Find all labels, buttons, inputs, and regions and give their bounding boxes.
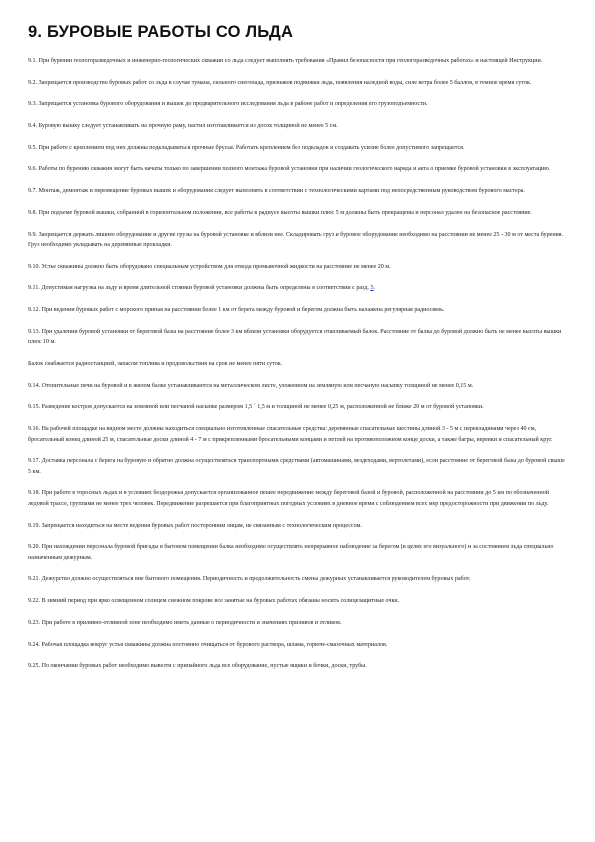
paragraph bbox=[28, 208, 568, 219]
paragraph-text: 9.20. При нахождении персонала буровой бригады в бытовом помещении балка необходимо осуществлять непрерывное наблюдение за берегом (в целях его визуального) и за состоянием льда специально назначенным дежурным. bbox=[28, 544, 554, 561]
paragraph bbox=[28, 402, 568, 413]
paragraph-text: 9.5. При работе с креплением под них должны подкладываться прочные брусья. Работать креплением без подкладок и создавать усилие более допустимого запрещается. bbox=[28, 144, 465, 151]
paragraph bbox=[28, 359, 568, 370]
paragraph bbox=[28, 121, 568, 132]
paragraph-text: 9.8. При подъеме буровой вышки, собранной в горизонтальном положении, все работы в радиусе высоты вышки плюс 5 м должны быть прекращены и персонал удален на безопасное расстояние. bbox=[28, 209, 532, 216]
paragraph-text: 9.13. При удалении буровой установки от береговой базы на расстояние более 3 км вблизи установки оборудуется отапливаемый балок. Расстояние от балка до буровой должно быть не менее высоты вышки плюс 10 м. bbox=[28, 328, 562, 346]
paragraph bbox=[28, 230, 568, 251]
paragraph bbox=[28, 521, 568, 532]
paragraph bbox=[28, 456, 568, 477]
paragraph bbox=[28, 596, 568, 607]
paragraph bbox=[28, 618, 568, 629]
paragraph bbox=[28, 283, 568, 294]
paragraph bbox=[28, 661, 568, 672]
paragraph bbox=[28, 488, 568, 509]
paragraph-text: 9.7. Монтаж, демонтаж и перемещение буровых вышек и оборудования следует выполнять в соответствии с технологическими картами под непосредственным руководством бурового мастера. bbox=[28, 188, 525, 195]
document-page bbox=[28, 22, 568, 683]
paragraph-text: 9.10. Устье скважины должно быть оборудовано специальным устройством для отвода промывочной жидкости на расстояние не менее 20 м. bbox=[28, 263, 391, 270]
paragraph bbox=[28, 56, 568, 67]
paragraph-text: 9.3. Запрещается установка бурового оборудования и вышек до предварительного исследования льда в районе работ и определения его грузоподъемности. bbox=[28, 101, 428, 108]
paragraph-list bbox=[28, 56, 568, 672]
paragraph bbox=[28, 99, 568, 110]
paragraph bbox=[28, 186, 568, 197]
paragraph bbox=[28, 381, 568, 392]
paragraph-text: 9.14. Отопительные печи на буровой и в жилом балке устанавливаются на металлическом листе, уложенном на земляную или песчаную насыпку толщиной не менее 0,15 м. bbox=[28, 382, 474, 389]
paragraph-text: 9.18. При работе в торосных льдах и в условиях бездорожья допускается организованное пешее передвижение между береговой базой и буровой, расположенной на расстоянии до 5 км по обозначенной ледовой трассе, группами не менее трех человек. Передвижение разрешается при благоприятных погодных условиях в дневное время с соблюдением всех мер предосторожности при движении по льду. bbox=[28, 490, 550, 507]
paragraph-text: 9.12. При ведении буровых работ с морского припая на расстоянии более 1 км от берега между буровой и берегом должна быть налажена регулярная радиосвязь. bbox=[28, 307, 445, 314]
paragraph-text: 9.21. Дежурство должно осуществляться вне бытового помещения. Периодичность и продолжительность смены дежурных устанавливается руководителем буровых работ. bbox=[28, 576, 471, 583]
paragraph-text: 9.6. Работы по бурению скважин могут быть начаты только по завершении полного монтажа буровой установки при наличии геологического наряда и акта о приемке буровой установки в эксплуатацию. bbox=[28, 166, 551, 173]
paragraph-text: 9.11. Допустимая нагрузка на льду и время длительной стоянки буровой установки должны быть определены в соответствии с разд. bbox=[28, 285, 371, 292]
paragraph bbox=[28, 305, 568, 316]
paragraph bbox=[28, 542, 568, 563]
paragraph bbox=[28, 78, 568, 89]
paragraph bbox=[28, 143, 568, 154]
paragraph-text: 9.4. Буровую вышку следует устанавливать на прочную раму, настил изготавливается из досок толщиной не менее 5 см. bbox=[28, 123, 338, 130]
paragraph bbox=[28, 574, 568, 585]
paragraph-text: 9.9. Запрещается держать лишнее оборудование и другие грузы на буровой установке и вблизи нее. Складировать груз и буровое оборудование необходимо на расстоянии не менее 25 - 30 м от места бурения. Груз необходимо укладывать на деревянные прокладки. bbox=[28, 231, 564, 248]
paragraph-tail: . bbox=[373, 285, 375, 292]
paragraph-text: 9.23. При работе в приливно-отливной зоне необходимо иметь данные о периодичности и значениях приливов и отливов. bbox=[28, 619, 342, 626]
paragraph-text: Балок снабжается радиостанцией, запасом топлива и продовольствия на срок не менее пяти суток. bbox=[28, 360, 283, 367]
paragraph-text: 9.25. По окончании буровых работ необходимо вывезти с припайного льда все оборудование, пустые ящики и бочки, доски, трубы. bbox=[28, 663, 367, 670]
paragraph-text: 9.2. Запрещается производство буровых работ со льда в случае тумана, сильного снегопада, признаков подвижки льда, появления наледной воды, силе ветра более 5 баллов, в темное время суток. bbox=[28, 79, 532, 86]
paragraph-text: 9.24. Рабочая площадка вокруг устья скважины должна постоянно очищаться от бурового раствора, шлама, горюче-смазочных материалов. bbox=[28, 641, 388, 648]
paragraph bbox=[28, 640, 568, 651]
paragraph bbox=[28, 327, 568, 348]
paragraph bbox=[28, 164, 568, 175]
page-title: 9. БУРОВЫЕ РАБОТЫ СО ЛЬДА bbox=[28, 23, 294, 41]
paragraph bbox=[28, 424, 568, 445]
paragraph-text: 9.22. В зимний период при ярко освещенном солнцем снежном покрове все занятые на буровых работах обязаны носить солнцезащитные очки. bbox=[28, 598, 400, 605]
paragraph-text: 9.17. Доставка персонала с берега на буровую и обратно должна осуществляться транспортными средствами (автомашинами, вездеходами, вертолетами), если расстояние от береговой базы до буровой свыше 5 км. bbox=[28, 458, 565, 475]
paragraph-text: 9.19. Запрещается находиться на месте ведения буровых работ посторонним лицам, не связанным с технологическим процессом. bbox=[28, 522, 362, 529]
paragraph-text: 9.1. При бурении геологоразведочных и инженерно-геологических скважин со льда следует выполнять требования «Правил безопасности при геологоразведочных работах» и настоящей Инструкции. bbox=[28, 58, 543, 64]
section-link[interactable]: 5 bbox=[370, 285, 374, 292]
paragraph-text: 9.15. Разведение костров допускается на земляной или песчаной насыпке размером 1,5 ´ 1,5 м и толщиной не менее 0,25 м, расположенной не ближе 20 м от буровой установки. bbox=[28, 404, 484, 411]
paragraph-text: 9.16. На рабочей площадке на видном месте должны находиться специально изготовленные спасательные средства: деревянные спасательные шестины длиной 3 - 5 м с перекладинами через 40 см, бросательный конец длиной 25 м, спасательные доски длиной 4 - 7 м с прикрепленными бросательными концами и петлей на противоположном конце доски, а также багры, веревки и спасательный круг. bbox=[28, 426, 553, 443]
paragraph bbox=[28, 262, 568, 273]
